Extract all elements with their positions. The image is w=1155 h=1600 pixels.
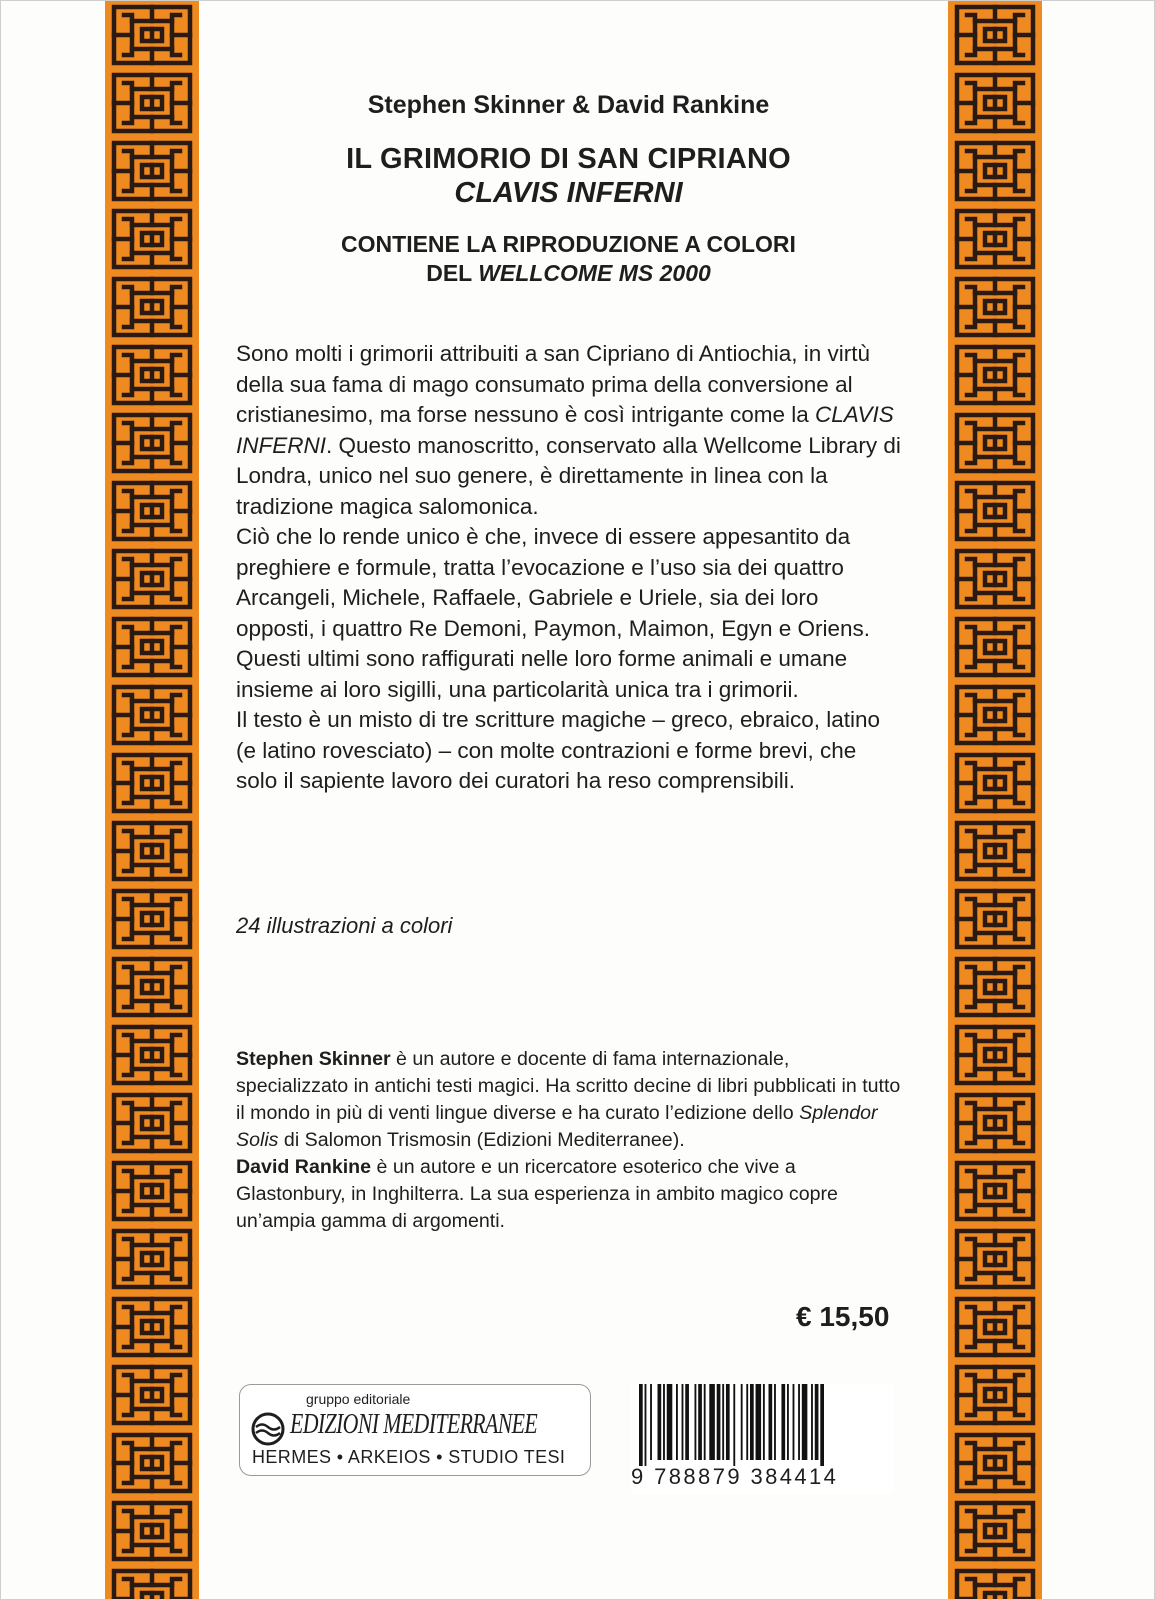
barcode-bar — [717, 1384, 721, 1460]
barcode-bar — [682, 1384, 684, 1460]
bio-rankine-text: è un autore e un ricercatore esoterico che vive a Glastonbury, in Inghilterra. La sua esperienza in ambito magico copre un’ampia gamma di argomenti. — [236, 1156, 838, 1232]
description-paragraph-1 — [236, 339, 901, 522]
price-label: € 15,50 — [796, 1301, 890, 1332]
contains-line-2-prefix: DEL — [426, 260, 479, 286]
bio-rankine — [236, 1154, 901, 1235]
bio-splendor-solis: Splendor Solis — [236, 1102, 878, 1151]
description-paragraph-2: Ciò che lo rende unico è che, invece di essere appesantito da preghiere e formule, tratta l’evocazione e l’uso sia dei quattro Arcangeli, Michele, Raffaele, Gabriele e Uriele, sia dei loro opposti, i quattro Re Demoni, Paymon, Maimon, Egyn e Oriens. Questi ultimi sono raffigurati nelle loro forme animali e umane insieme ai loro sigilli, una particolarità unica tra i grimorii. — [236, 524, 871, 702]
illustrations-note: 24 illustrazioni a colori — [236, 913, 453, 938]
barcode-bar — [741, 1384, 743, 1460]
barcode-bar — [769, 1384, 773, 1460]
barcode-bar — [663, 1384, 665, 1460]
barcode-bar — [685, 1384, 689, 1460]
publisher-name: EDIZIONI MEDITERRANEE — [290, 1409, 538, 1440]
barcode-bar — [726, 1384, 730, 1460]
book-title: IL GRIMORIO DI SAN CIPRIANO — [346, 143, 791, 175]
left-decorative-border — [105, 1, 199, 1600]
barcode-bar — [722, 1384, 724, 1460]
barcode-bar — [667, 1384, 673, 1460]
description-paragraph-3: Il testo è un misto di tre scritture magiche – greco, ebraico, latino (e latino rovesciato) – con molte contrazioni e forme brevi, che solo il sapiente lavoro dei curatori ha reso comprensibili. — [236, 707, 881, 793]
book-subtitle: CLAVIS INFERNI — [454, 177, 683, 209]
paragraph-1-text-b: . Questo manoscritto, conservato alla Wellcome Library di Londra, unico nel suo genere, è direttamente in linea con la tradizione magica salomonica. — [236, 432, 901, 519]
barcode-bar — [793, 1384, 795, 1460]
manuscript-name: WELLCOME MS 2000 — [478, 260, 711, 286]
barcode-bar — [802, 1384, 808, 1460]
barcode-bar — [709, 1384, 715, 1460]
barcode-bar — [756, 1384, 762, 1460]
barcode-bar — [787, 1384, 789, 1460]
contains-line-1: CONTIENE LA RIPRODUZIONE A COLORI — [341, 231, 796, 257]
bio-rankine-name: David Rankine — [236, 1156, 372, 1178]
publisher-logo-box — [239, 1384, 591, 1476]
barcode-bar — [676, 1384, 678, 1460]
barcode-bar — [733, 1384, 735, 1466]
barcode-bar — [820, 1384, 824, 1466]
isbn-barcode — [631, 1384, 893, 1494]
barcode-bar — [763, 1384, 765, 1460]
barcode-bar — [704, 1384, 706, 1460]
barcode-bar — [650, 1384, 652, 1460]
paragraph-1-text-a: Sono molti i grimorii attribuiti a san Cipriano di Antiochia, in virtù della sua fama di mago consumato prima della conversione al cristianesimo, ma forse nessuno è così intrigante come la — [236, 341, 871, 427]
barcode-bar — [645, 1384, 647, 1466]
description-text — [236, 339, 901, 797]
bio-skinner-text-a: è un autore e docente di fama internazionale, specializzato in antichi testi magici. Ha scritto decine di libri pubblicati in tutto il mondo in più di venti lingue diverse e ha curato l’edizione dello — [236, 1048, 901, 1124]
barcode-bar — [798, 1384, 800, 1460]
right-decorative-border — [948, 1, 1042, 1600]
barcode-bar — [781, 1384, 785, 1460]
barcode-bar — [746, 1384, 748, 1460]
barcode-bar — [815, 1384, 819, 1460]
barcode-bar — [639, 1384, 643, 1466]
barcode-digits: 9 788879 384414 — [631, 1464, 839, 1489]
publisher-imprints: HERMES • ARKEIOS • STUDIO TESI — [252, 1447, 566, 1467]
barcode-bars — [631, 1384, 893, 1466]
authors-bio — [236, 1046, 901, 1235]
contains-line-2 — [236, 260, 901, 287]
publisher-group-label: gruppo editoriale — [306, 1391, 411, 1407]
barcode-bar — [658, 1384, 662, 1460]
bio-skinner — [236, 1046, 901, 1154]
bio-skinner-text-b: di Salomon Trismosin (Edizioni Mediterranee). — [278, 1129, 685, 1151]
barcode-bar — [811, 1384, 813, 1460]
authors-heading: Stephen Skinner & David Rankine — [367, 91, 770, 119]
barcode-bar — [695, 1384, 697, 1460]
barcode-bar — [774, 1384, 776, 1460]
barcode-bar — [698, 1384, 702, 1460]
clavis-inferni-italic: CLAVIS INFERNI — [236, 402, 894, 458]
barcode-bar — [750, 1384, 754, 1460]
bio-skinner-name: Stephen Skinner — [236, 1048, 391, 1070]
wave-logo-icon — [250, 1411, 286, 1447]
